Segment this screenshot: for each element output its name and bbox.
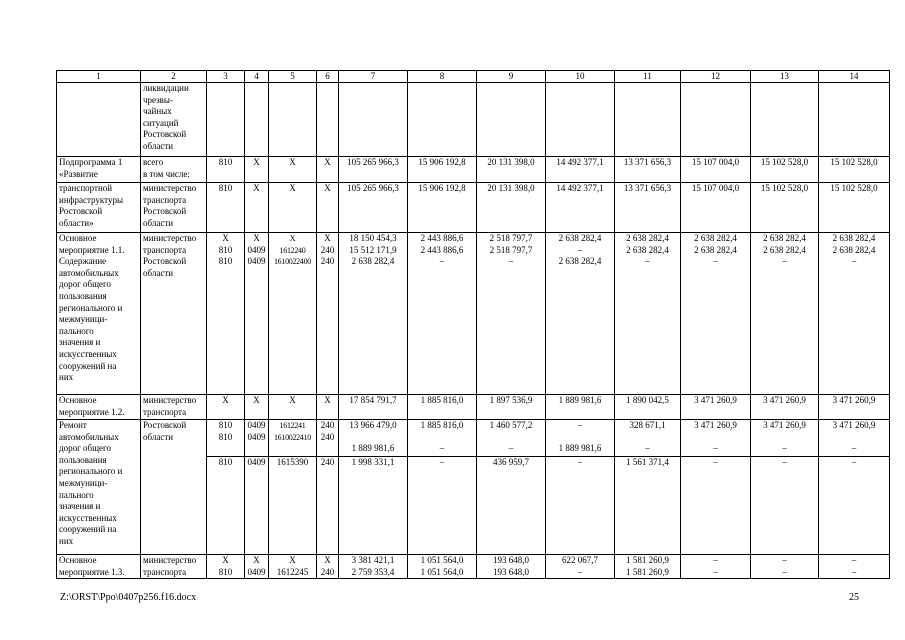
program-name-cell: Основное мероприятие 1.3. (57, 555, 141, 579)
grbs-cell: X (207, 395, 245, 420)
amount-cell: 13 966 479,0 1 889 981,6 (339, 420, 408, 457)
amount-cell: 1 581 260,9 1 581 260,9 (615, 555, 681, 579)
table-cell (339, 83, 408, 157)
amount-cell: 1 890 042,5 (615, 395, 681, 420)
amount-cell: 13 371 656,3 (615, 157, 681, 183)
rzpr-cell: 0409 (245, 457, 269, 555)
amount-cell: 2 518 797,7 2 518 797,7 – (477, 233, 546, 395)
amount-cell: 622 067,7 – (546, 555, 615, 579)
table-row (57, 395, 890, 420)
header-cell: 10 (546, 71, 615, 83)
amount-cell: 15 102 528,0 (819, 157, 890, 183)
header-cell: 2 (141, 71, 207, 83)
amount-cell: – (751, 457, 819, 555)
table-cell (317, 83, 339, 157)
amount-cell: 15 102 528,0 (751, 183, 819, 233)
amount-cell: 105 265 966,3 (339, 157, 408, 183)
csr-cell: X 1612240 1610022400 (269, 233, 317, 395)
header-cell: 11 (615, 71, 681, 83)
header-cell: 4 (245, 71, 269, 83)
amount-cell: 15 102 528,0 (819, 183, 890, 233)
document-path: Z:\ORST\Ppo\0407p256.f16.docx (60, 592, 197, 603)
table-row (57, 233, 890, 395)
amount-cell: – 1 889 981,6 (546, 420, 615, 457)
executor-cell: министерство транспорта Ростовской области (141, 183, 207, 233)
grbs-cell: 810 810 (207, 420, 245, 457)
grbs-cell: X 810 (207, 555, 245, 579)
table-row (57, 420, 890, 457)
header-cell: 9 (477, 71, 546, 83)
amount-cell: 1 889 981,6 (546, 395, 615, 420)
vr-cell: 240 (317, 457, 339, 555)
amount-cell: 17 854 791,7 (339, 395, 408, 420)
table-cell (408, 83, 477, 157)
table-cell (681, 83, 751, 157)
amount-cell: 1 885 816,0 (408, 395, 477, 420)
amount-cell: 14 492 377,1 (546, 183, 615, 233)
csr-cell: X 1612245 (269, 555, 317, 579)
amount-cell: 15 107 004,0 (681, 157, 751, 183)
amount-cell: – (819, 457, 890, 555)
grbs-cell: 810 (207, 183, 245, 233)
program-name-cell: Подпрограмма 1 «Развитие (57, 157, 141, 183)
table-cell (819, 83, 890, 157)
header-cell: 8 (408, 71, 477, 83)
executor-cell: министерство транспорта (141, 395, 207, 420)
page-number: 25 (849, 592, 859, 603)
header-cell: 14 (819, 71, 890, 83)
amount-cell: – – (819, 555, 890, 579)
amount-cell: – (681, 457, 751, 555)
amount-cell: 436 959,7 (477, 457, 546, 555)
table-cell (615, 83, 681, 157)
amount-cell: 3 471 260,9 – (751, 420, 819, 457)
amount-cell: 1 460 577,2 – (477, 420, 546, 457)
table-row (57, 555, 890, 579)
table-cell (207, 83, 245, 157)
vr-cell: X (317, 183, 339, 233)
amount-cell: 3 471 260,9 (819, 395, 890, 420)
amount-cell: 2 443 886,6 2 443 886,6 – (408, 233, 477, 395)
table-cell (751, 83, 819, 157)
amount-cell: – – (681, 555, 751, 579)
header-cell: 13 (751, 71, 819, 83)
amount-cell: 20 131 398,0 (477, 157, 546, 183)
header-cell: 12 (681, 71, 751, 83)
rzpr-cell: X 0409 0409 (245, 233, 269, 395)
amount-cell: 15 906 192,8 (408, 183, 477, 233)
amount-cell: 3 381 421,1 2 759 353,4 (339, 555, 408, 579)
rzpr-cell: X 0409 (245, 555, 269, 579)
amount-cell: 105 265 966,3 (339, 183, 408, 233)
header-cell: 6 (317, 71, 339, 83)
vr-cell: X (317, 395, 339, 420)
executor-cell: всего в том числе: (141, 157, 207, 183)
table-row (57, 83, 890, 157)
header-cell: 3 (207, 71, 245, 83)
amount-cell: 15 906 192,8 (408, 157, 477, 183)
table-cell (245, 83, 269, 157)
amount-cell: 1 561 371,4 (615, 457, 681, 555)
vr-cell: 240 240 (317, 420, 339, 457)
budget-table (56, 70, 890, 579)
header-cell: 7 (339, 71, 408, 83)
amount-cell: – (546, 457, 615, 555)
grbs-cell: 810 (207, 157, 245, 183)
amount-cell: 328 671,1 – (615, 420, 681, 457)
table-row (57, 157, 890, 183)
amount-cell: 1 885 816,0 – (408, 420, 477, 457)
program-name-cell: транспортной инфраструктуры Ростовской области» (57, 183, 141, 233)
csr-cell: 1612241 1610022410 (269, 420, 317, 457)
program-name-cell: Основное мероприятие 1.2. (57, 395, 141, 420)
executor-cell: ликвидации чрезвы- чайных ситуаций Ростовской области (141, 83, 207, 157)
amount-cell: – – (751, 555, 819, 579)
amount-cell: 2 638 282,4 2 638 282,4 – (819, 233, 890, 395)
rzpr-cell: X (245, 395, 269, 420)
csr-cell: X (269, 157, 317, 183)
csr-cell: X (269, 395, 317, 420)
vr-cell: X 240 240 (317, 233, 339, 395)
grbs-cell: 810 (207, 457, 245, 555)
table-row (57, 183, 890, 233)
amount-cell: 3 471 260,9 (681, 395, 751, 420)
vr-cell: X 240 (317, 555, 339, 579)
grbs-cell: X 810 810 (207, 233, 245, 395)
amount-cell: – (408, 457, 477, 555)
amount-cell: 3 471 260,9 – (819, 420, 890, 457)
executor-cell: Ростовской области (141, 420, 207, 555)
amount-cell: 13 371 656,3 (615, 183, 681, 233)
amount-cell: 18 150 454,3 15 512 171,9 2 638 282,4 (339, 233, 408, 395)
rzpr-cell: X (245, 183, 269, 233)
header-row (57, 71, 890, 83)
vr-cell: X (317, 157, 339, 183)
amount-cell: 1 998 331,1 (339, 457, 408, 555)
amount-cell: 3 471 260,9 (751, 395, 819, 420)
amount-cell: 2 638 282,4 2 638 282,4 – (681, 233, 751, 395)
table-cell (477, 83, 546, 157)
amount-cell: 1 897 536,9 (477, 395, 546, 420)
amount-cell: 20 131 398,0 (477, 183, 546, 233)
csr-cell: X (269, 183, 317, 233)
amount-cell: 193 648,0 193 648,0 (477, 555, 546, 579)
executor-cell: министерство транспорта Ростовской области (141, 233, 207, 395)
table-cell (269, 83, 317, 157)
header-cell: 1 (57, 71, 141, 83)
executor-cell: министерство транспорта (141, 555, 207, 579)
amount-cell: 3 471 260,9 – (681, 420, 751, 457)
amount-cell: 1 051 564,0 1 051 564,0 (408, 555, 477, 579)
rzpr-cell: X (245, 157, 269, 183)
program-name-cell: Ремонт автомобильных дорог общего пользования регионального и межмуници- пального значения и искусственных сооружений на них (57, 420, 141, 555)
amount-cell: 15 102 528,0 (751, 157, 819, 183)
amount-cell: 2 638 282,4 2 638 282,4 – (751, 233, 819, 395)
table-cell (546, 83, 615, 157)
amount-cell: 14 492 377,1 (546, 157, 615, 183)
table-cell (57, 83, 141, 157)
rzpr-cell: 0409 0409 (245, 420, 269, 457)
amount-cell: 15 107 004,0 (681, 183, 751, 233)
program-name-cell: Основное мероприятие 1.1. Содержание автомобильных дорог общего пользования регионального и межмуници- пального значения и искусственных сооружений на них (57, 233, 141, 395)
csr-cell: 1615390 (269, 457, 317, 555)
amount-cell: 2 638 282,4 2 638 282,4 – (615, 233, 681, 395)
amount-cell: 2 638 282,4 – 2 638 282,4 (546, 233, 615, 395)
header-cell: 5 (269, 71, 317, 83)
